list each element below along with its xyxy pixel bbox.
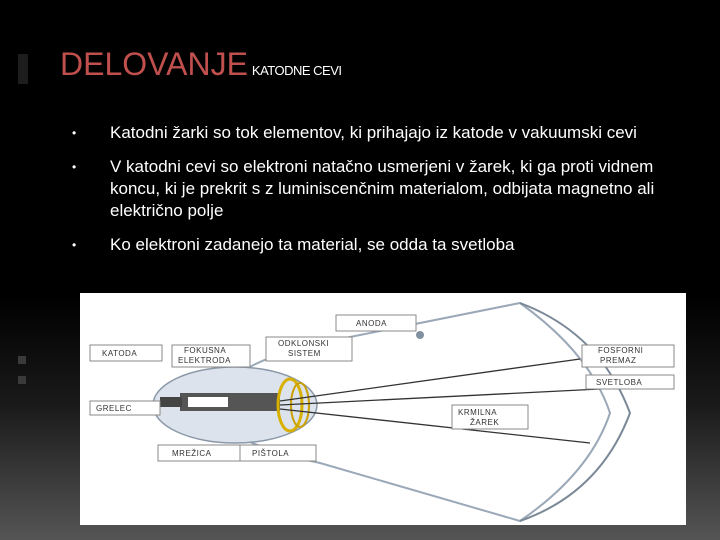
heater xyxy=(160,397,182,407)
bullet-dot: • xyxy=(72,238,77,252)
svg-text:KRMILNA: KRMILNA xyxy=(458,408,498,417)
svg-text:ODKLONSKI: ODKLONSKI xyxy=(278,339,330,348)
beam-line xyxy=(280,409,590,443)
label-mrezica xyxy=(158,445,240,461)
bullet-item xyxy=(72,122,672,144)
svg-text:FOSFORNI: FOSFORNI xyxy=(598,346,644,355)
bullet-text: Katodni žarki so tok elementov, ki prihajajo iz katode v vakuumski cevi xyxy=(110,123,637,142)
accent-square xyxy=(18,356,26,364)
label-anoda xyxy=(336,315,416,331)
svg-text:SVETLOBA: SVETLOBA xyxy=(596,378,643,387)
svg-text:MREŽICA: MREŽICA xyxy=(172,449,212,458)
slide-title xyxy=(60,46,342,83)
label-fokusna xyxy=(172,345,250,367)
svg-text:ELEKTRODA: ELEKTRODA xyxy=(178,356,231,365)
svg-text:KATODA: KATODA xyxy=(102,349,138,358)
svg-text:ANODA: ANODA xyxy=(356,319,387,328)
svg-text:FOKUSNA: FOKUSNA xyxy=(184,346,227,355)
bullet-text: Ko elektroni zadanejo ta material, se odda ta svetloba xyxy=(110,235,515,254)
label-odklonski xyxy=(266,337,352,361)
focus-electrode xyxy=(188,397,228,407)
bullet-dot: • xyxy=(72,126,77,140)
screen-outline xyxy=(520,303,630,521)
bullet-text: V katodni cevi so elektroni natačno usmerjeni v žarek, ki ga proti vidnem koncu, ki je prekrit s z luminiscenčnim materialom, odbijata magnetno ali električno polje xyxy=(110,157,655,220)
bullet-dot: • xyxy=(72,160,77,174)
label-fosforni xyxy=(582,345,674,367)
beam-line xyxy=(280,359,580,401)
label-grelec xyxy=(90,401,160,415)
svg-text:ŽAREK: ŽAREK xyxy=(470,418,500,427)
accent-bar xyxy=(18,54,28,84)
title-main: DELOVANJE xyxy=(60,46,248,82)
svg-text:PIŠTOLA: PIŠTOLA xyxy=(252,449,290,458)
anode-node xyxy=(416,331,424,339)
svg-text:GRELEC: GRELEC xyxy=(96,404,132,413)
beam-line xyxy=(280,389,600,405)
svg-text:PREMAZ: PREMAZ xyxy=(600,356,637,365)
svg-text:SISTEM: SISTEM xyxy=(288,349,321,358)
bullet-list xyxy=(72,122,672,268)
crt-diagram-svg xyxy=(80,293,686,525)
crt-diagram xyxy=(80,293,686,525)
bullet-item xyxy=(72,156,672,222)
title-sub: KATODNE CEVI xyxy=(251,63,342,78)
label-svetloba xyxy=(586,375,674,389)
bullet-item xyxy=(72,234,672,256)
accent-square xyxy=(18,376,26,384)
label-katoda xyxy=(90,345,162,361)
label-zarek xyxy=(452,405,528,429)
label-pistola xyxy=(240,445,316,461)
